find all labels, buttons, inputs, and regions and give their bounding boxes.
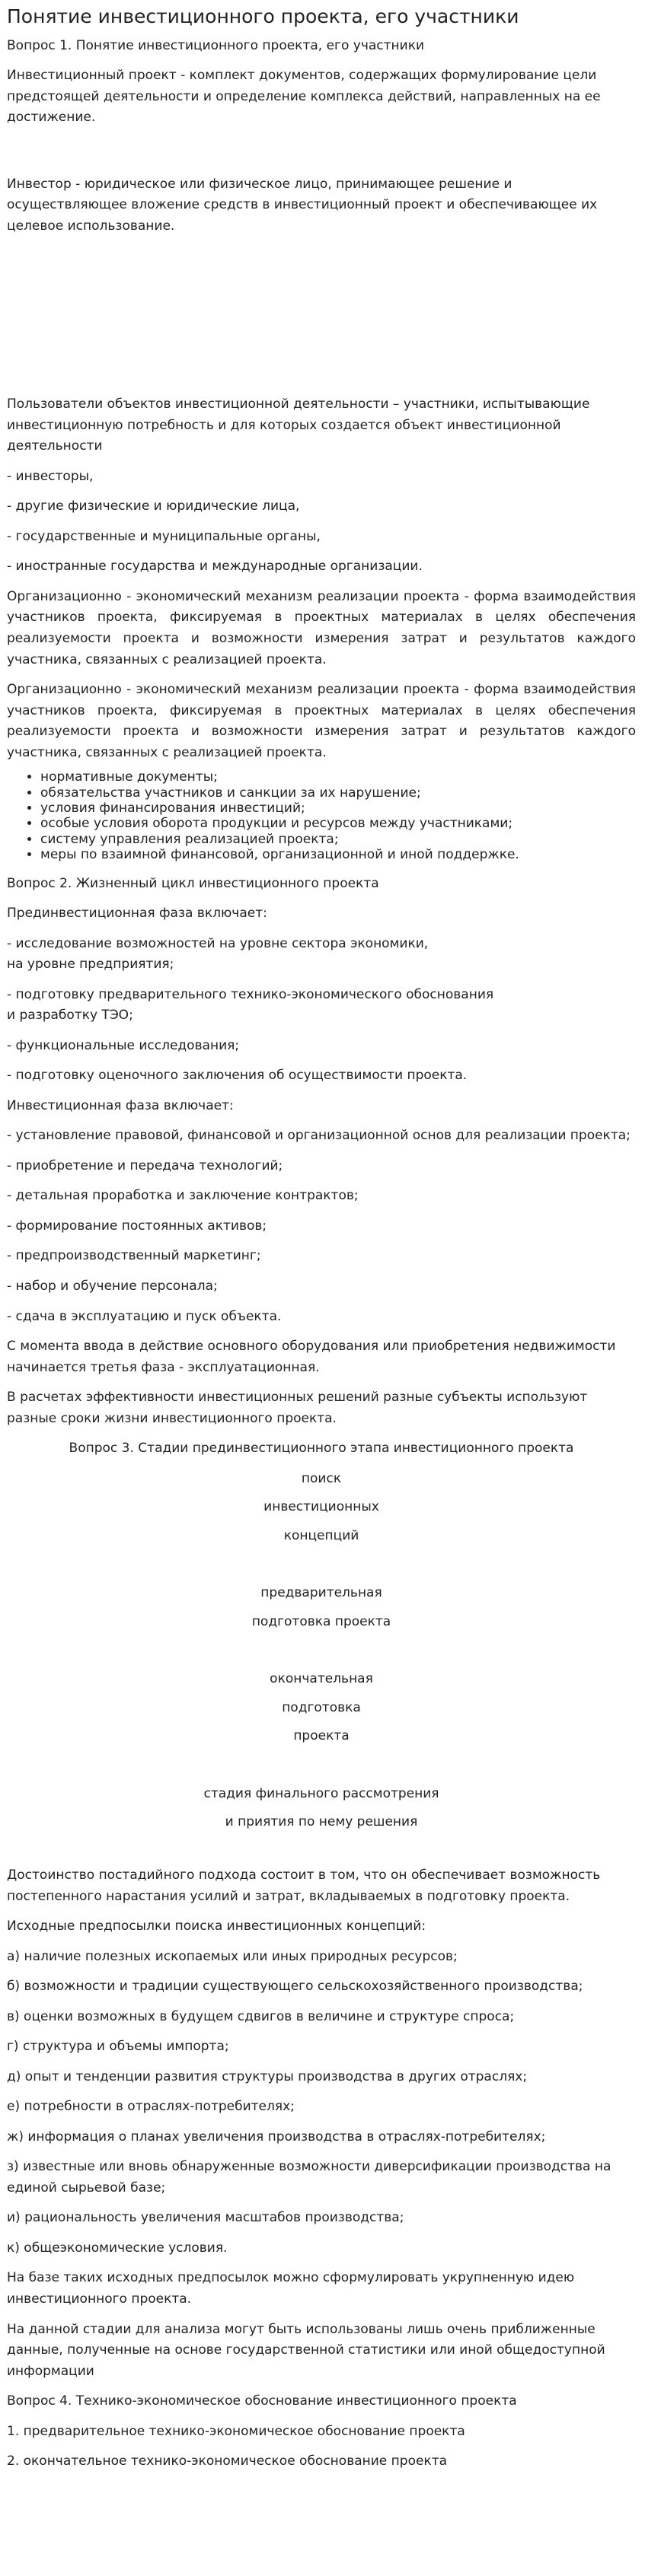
spacer — [7, 246, 636, 394]
invest-item: - предпроизводственный маркетинг; — [7, 1248, 261, 1264]
stage-line: окончательная — [270, 1671, 373, 1687]
list-item: • систему управления реализацией проекта; — [40, 832, 636, 847]
q4-item: 2. окончательное технико-экономическое обоснование проекта — [7, 2453, 448, 2469]
stage-line: концепций — [283, 1527, 359, 1543]
spacer — [7, 1755, 636, 1776]
third-phase-note: С момента ввода в действие основного оборудования или приобретения недвижимости начинается третья фаза - эксплуатационная. — [7, 1339, 616, 1375]
invest-item: - формирование постоянных активов; — [7, 1218, 267, 1234]
spacer — [7, 138, 636, 174]
preinvest-heading: Прединвестиционная фаза включает: — [7, 906, 267, 922]
participant-item: - другие физические и юридические лица, — [7, 498, 300, 514]
lifetime-note: В расчетах эффективности инвестиционных решений разные субъекты используют разные сроки жизни инвестиционного проекта. — [7, 1390, 588, 1426]
mechanism-list — [7, 769, 636, 862]
q3-heading: Вопрос 3. Стадии прединвестиционного этапа инвестиционного проекта — [69, 1441, 574, 1457]
premise-item: е) потребности в отраслях-потребителях; — [7, 2099, 295, 2115]
stages-diagram — [7, 1469, 636, 1833]
premise-item: а) наличие полезных ископаемых или иных природных ресурсов; — [7, 1948, 458, 1964]
stage-line: поиск — [301, 1470, 342, 1486]
data-note: На данной стадии для анализа могут быть использованы лишь очень приближенные данные, полученные на основе государственной статистики или иной общедоступной информации — [7, 2321, 605, 2379]
premise-item: д) опыт и тенденции развития структуры производства в других отраслях; — [7, 2068, 528, 2084]
mechanism-paragraph: Организационно - экономический механизм реализации проекта - форма взаимодействия участников проекта, фиксируемая в проектных материалах в целях обеспечения реализуемости проекта и возможности измерения затрат и результатов каждого участника, связанных с реализацией проекта. — [7, 682, 636, 760]
stage-line: стадия финального рассмотрения — [203, 1785, 439, 1801]
invest-heading: Инвестиционная фаза включает: — [7, 1097, 234, 1113]
preinvest-item: - исследование возможностей на уровне сектора экономики, на уровне предприятия; — [7, 935, 429, 973]
stage-line: подготовка — [282, 1699, 361, 1715]
invest-item: - набор и обучение персонала; — [7, 1278, 218, 1294]
mechanism-paragraph: Организационно - экономический механизм реализации проекта - форма взаимодействия участников проекта, фиксируемая в проектных материалах в целях обеспечения реализуемости проекта и возможности измерения затрат и результатов каждого участника, связанных с реализацией проекта. — [7, 588, 636, 667]
stage-line: проекта — [293, 1728, 350, 1744]
premise-item: в) оценки возможных в будущем сдвигов в величине и структуре спроса; — [7, 2008, 515, 2024]
invest-item: - сдача в эксплуатацию и пуск объекта. — [7, 1308, 282, 1324]
advantage-paragraph: Достоинство постадийного подхода состоит в том, что он обеспечивает возможность постепенного нарастания усилий и затрат, вкладываемых в подготовку проекта. — [7, 1868, 601, 1904]
participant-item: - инвесторы, — [7, 468, 94, 484]
list-item: • меры по взаимной финансовой, организационной и иной поддержке. — [40, 847, 636, 862]
spacer — [7, 1554, 636, 1575]
premise-item: г) структура и объемы импорта; — [7, 2039, 229, 2055]
premise-item: к) общеэкономические условия. — [7, 2240, 228, 2256]
invest-item: - детальная проработка и заключение контрактов; — [7, 1188, 359, 1204]
page-title: Понятие инвестиционного проекта, его участники — [7, 5, 519, 27]
premise-item: з) известные или вновь обнаруженные возможности диверсификации производства на единой сырьевой базе; — [7, 2159, 611, 2195]
participant-item: - иностранные государства и международные организации. — [7, 559, 423, 575]
definition-users: Пользователи объектов инвестиционной деятельности – участники, испытывающие инвестиционную потребность и для которых создается объект инвестиционной деятельности — [7, 396, 590, 454]
list-item: • условия финансирования инвестиций; — [40, 801, 636, 816]
q4-item: 1. предварительное технико-экономическое обоснование проекта — [7, 2423, 465, 2439]
stage-line: предварительная — [260, 1585, 382, 1601]
preinvest-item: - функциональные исследования; — [7, 1037, 240, 1053]
q4-heading: Вопрос 4. Технико-экономическое обоснование инвестиционного проекта — [7, 2393, 517, 2409]
premise-item: и) рациональность увеличения масштабов производства; — [7, 2210, 404, 2226]
invest-item: - установление правовой, финансовой и организационной основ для реализации проекта; — [7, 1128, 631, 1144]
participant-item: - государственные и муниципальные органы, — [7, 528, 321, 544]
list-item: • обязательства участников и санкции за их нарушение; — [40, 785, 636, 801]
definition-project: Инвестиционный проект - комплект документов, содержащих формулирование цели предстоящей деятельности и определение комплекса действий, направленных на ее достижение. — [7, 68, 601, 126]
preinvest-item: - подготовку оценочного заключения об осуществимости проекта. — [7, 1068, 468, 1084]
premise-item: б) возможности и традиции существующего сельскохозяйственного производства; — [7, 1979, 583, 1995]
premises-heading: Исходные предпосылки поиска инвестиционных концепций: — [7, 1918, 426, 1934]
list-item: • нормативные документы; — [40, 769, 636, 785]
definition-investor: Инвестор - юридическое или физическое лицо, принимающее решение и осуществляющее вложение средств в инвестиционный проект и обеспечивающее их целевое использование. — [7, 176, 598, 234]
spacer — [7, 1640, 636, 1661]
invest-item: - приобретение и передача технологий; — [7, 1157, 283, 1173]
idea-note: На базе таких исходных предпосылок можно сформулировать укрупненную идею инвестиционного проекта. — [7, 2270, 575, 2307]
q2-heading: Вопрос 2. Жизненный цикл инвестиционного проекта — [7, 875, 379, 891]
stage-line: и приятия по нему решения — [225, 1814, 418, 1830]
stage-line: подготовка проекта — [251, 1613, 391, 1629]
q1-heading: Вопрос 1. Понятие инвестиционного проекта, его участники — [7, 37, 425, 53]
premise-item: ж) информация о планах увеличения производства в отраслях-потребителях; — [7, 2129, 546, 2145]
stage-line: инвестиционных — [263, 1499, 379, 1515]
preinvest-item: - подготовку предварительного технико-экономического обоснования и разработку ТЭО; — [7, 986, 494, 1024]
spacer — [7, 1842, 636, 1865]
list-item: • особые условия оборота продукции и ресурсов между участниками; — [40, 816, 636, 831]
